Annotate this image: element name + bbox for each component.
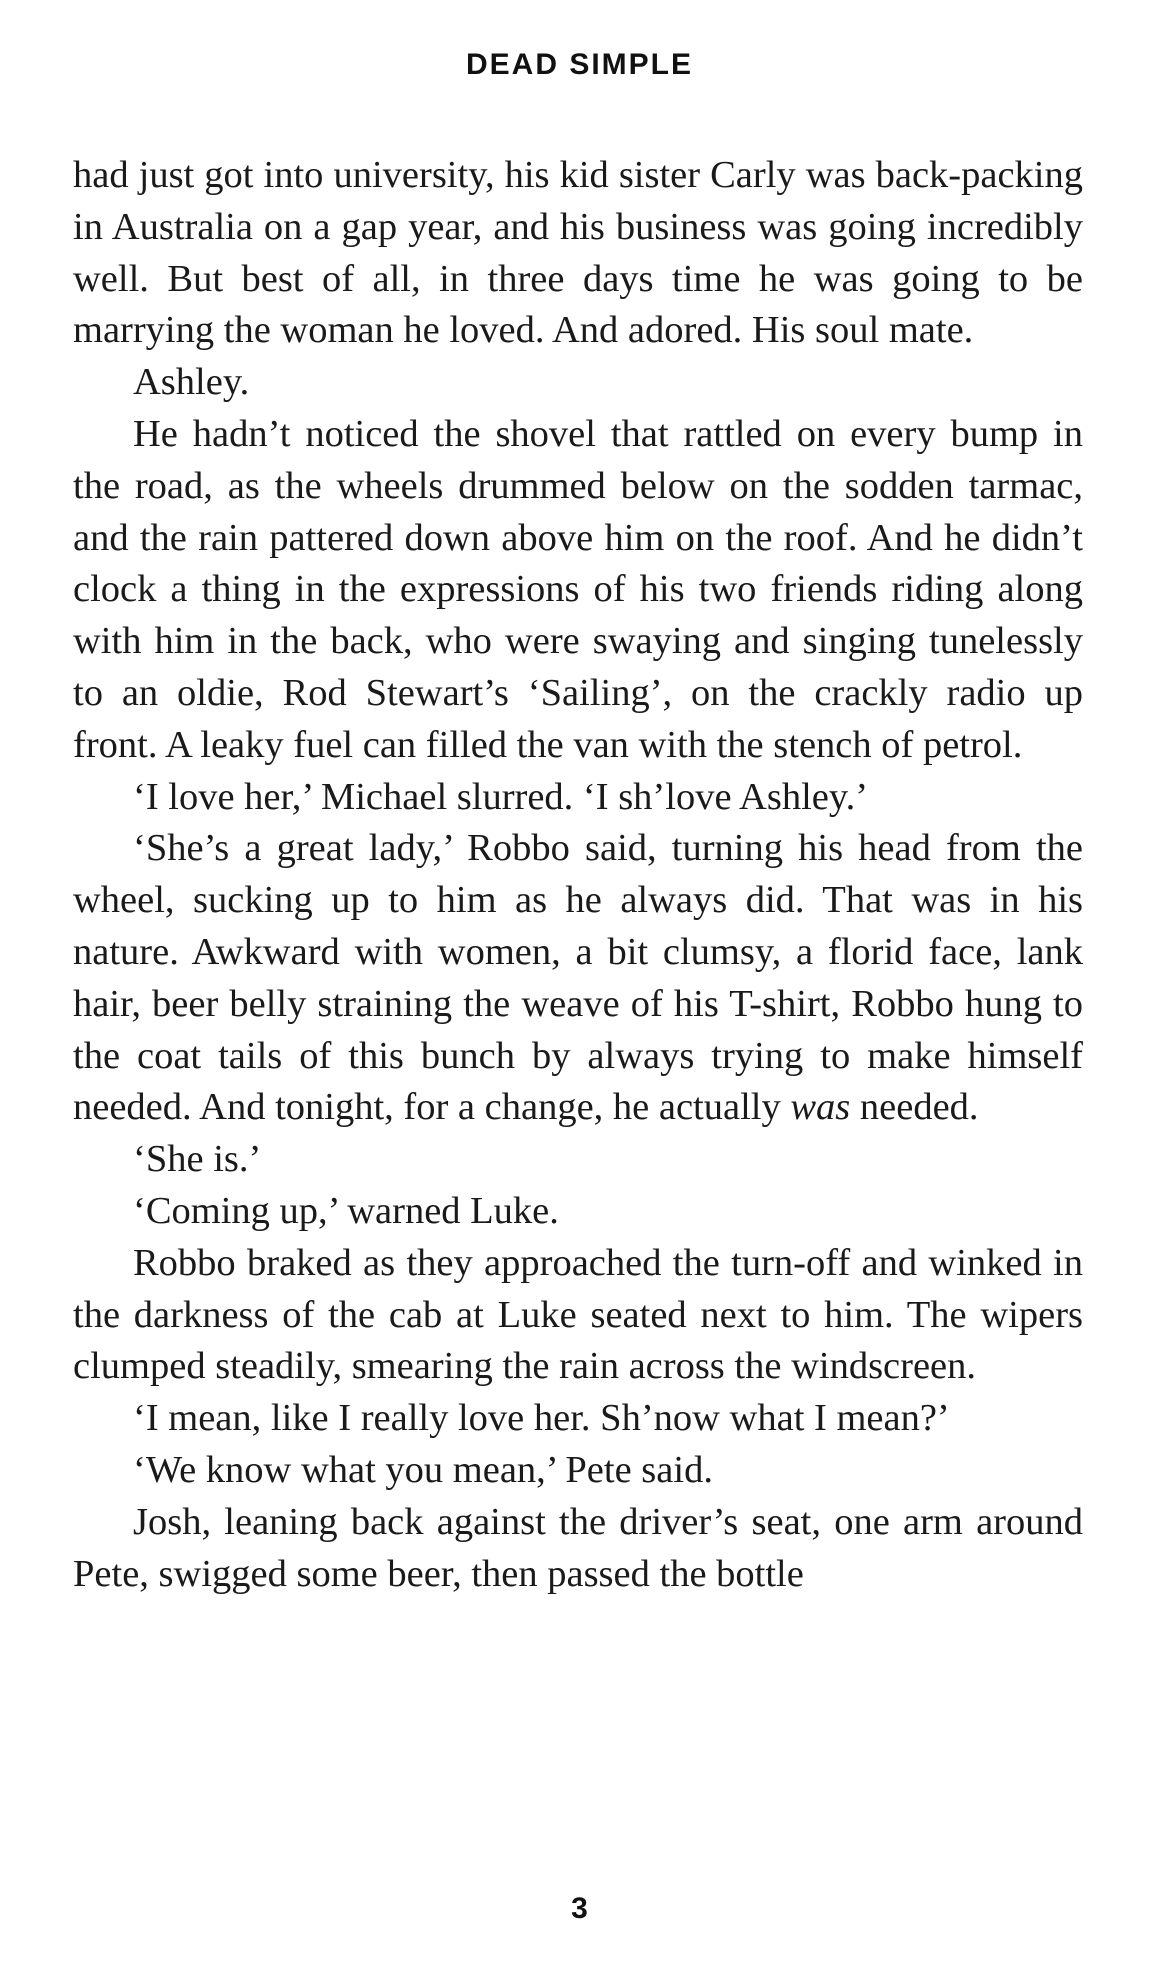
paragraph — [73, 150, 1083, 357]
paragraph — [73, 1238, 1083, 1393]
paragraph-text: needed. — [850, 1086, 979, 1129]
page-number: 3 — [571, 1892, 588, 1925]
paragraph-text: ‘I mean, like I really love her. Sh’now what I mean?’ — [133, 1397, 950, 1440]
paragraph — [73, 823, 1083, 1134]
paragraph-text: Josh, leaning back against the driver’s seat, one arm around Pete, swigged some beer, then passed the bottle — [73, 1500, 1083, 1595]
paragraph-text: ‘We know what you mean,’ Pete said. — [133, 1448, 713, 1491]
italic-text: was — [790, 1086, 851, 1129]
paragraph — [73, 1134, 1083, 1186]
paragraph — [73, 1393, 1083, 1445]
paragraph-text: Ashley. — [133, 361, 250, 404]
paragraph-text: ‘I love her,’ Michael slurred. ‘I sh’love Ashley.’ — [133, 775, 869, 818]
paragraph — [73, 772, 1083, 824]
body-text — [73, 150, 1083, 1600]
paragraph-text: had just got into university, his kid sister Carly was back-packing in Australia on a gap year, and his business was going incredibly well. But best of all, in three days time he was going to be marrying the woman he loved. And adored. His soul mate. — [73, 154, 1083, 352]
paragraph — [73, 1445, 1083, 1497]
paragraph-text: ‘She is.’ — [133, 1138, 262, 1181]
paragraph-text: ‘She’s a great lady,’ Robbo said, turning his head from the wheel, sucking up to him as he always did. That was in his nature. Awkward with women, a bit clumsy, a florid face, lank hair, beer belly straining the weave of his T-shirt, Robbo hung to the coat tails of this bunch by always trying to make himself needed. And tonight, for a change, he actually — [73, 827, 1083, 1129]
paragraph-text: Robbo braked as they approached the turn-off and winked in the darkness of the cab at Luke seated next to him. The wipers clumped steadily, smearing the rain across the windscreen. — [73, 1241, 1083, 1388]
paragraph — [73, 1497, 1083, 1601]
paragraph — [73, 409, 1083, 772]
paragraph-text: He hadn’t noticed the shovel that rattled on every bump in the road, as the wheels drummed below on the sodden tarmac, and the rain pattered down above him on the roof. And he didn’t clock a thing in the expressions of his two friends riding along with him in the back, who were swaying and singing tunelessly to an oldie, Rod Stewart’s ‘Sailing’, on the crackly radio up front. A leaky fuel can filled the van with the stench of petrol. — [73, 412, 1083, 766]
paragraph — [73, 357, 1083, 409]
running-head: DEAD SIMPLE — [465, 48, 694, 81]
paragraph-text: ‘Coming up,’ warned Luke. — [133, 1189, 559, 1232]
paragraph — [73, 1186, 1083, 1238]
